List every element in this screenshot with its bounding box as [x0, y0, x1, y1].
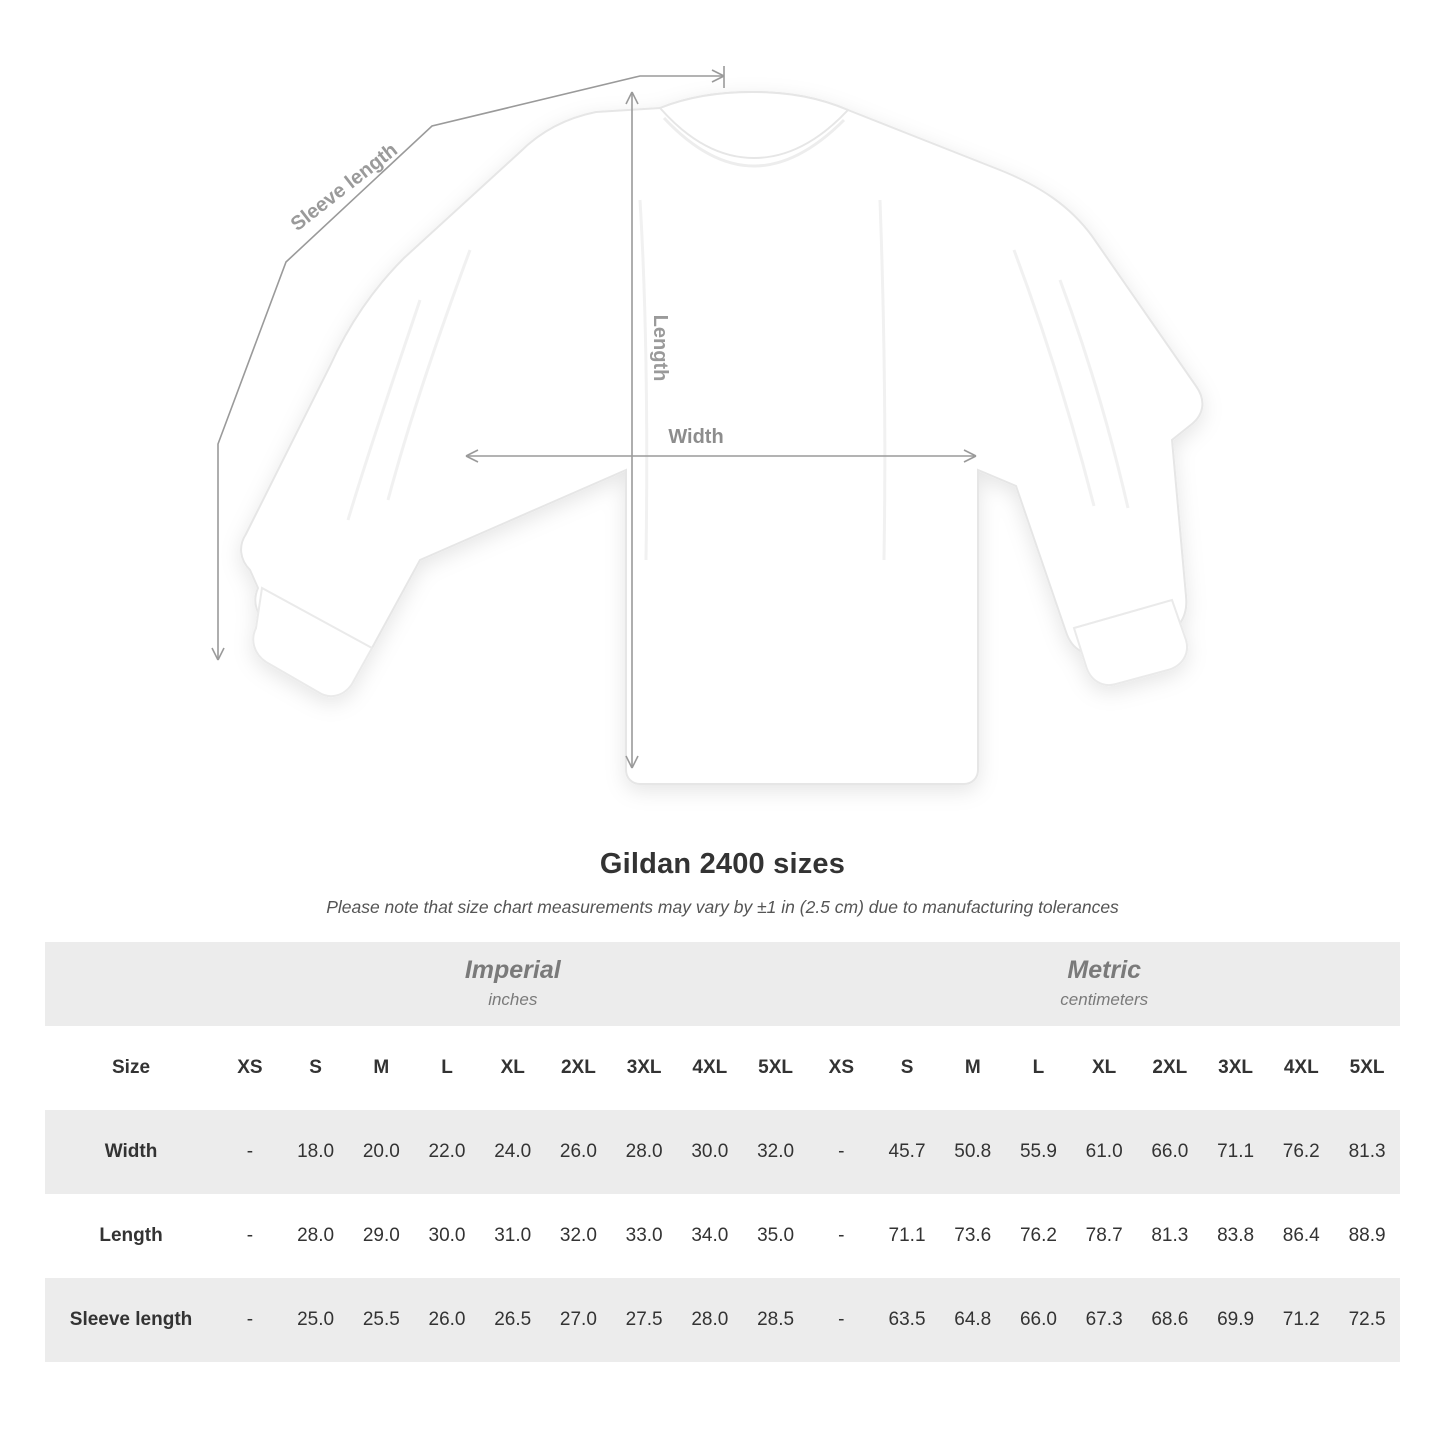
unit-spacer [45, 942, 217, 1026]
header-imp-5xl: 5XL [743, 1026, 809, 1110]
cell-sleeve-imp-3xl: 27.5 [611, 1278, 677, 1362]
header-imp-3xl: 3XL [611, 1026, 677, 1110]
unit-imperial-sub: inches [488, 990, 538, 1010]
cell-width-imp-3xl: 28.0 [611, 1110, 677, 1194]
column-header-row [45, 1026, 1400, 1110]
cell-width-met-4xl: 76.2 [1268, 1110, 1334, 1194]
cell-width-imp-xs: - [217, 1110, 283, 1194]
cell-sleeve-met-l: 66.0 [1006, 1278, 1072, 1362]
cell-sleeve-met-xl: 67.3 [1071, 1278, 1137, 1362]
cell-width-imp-s: 18.0 [283, 1110, 349, 1194]
cell-sleeve-imp-5xl: 28.5 [743, 1278, 809, 1362]
header-imp-l: L [414, 1026, 480, 1110]
cell-length-met-s: 71.1 [874, 1194, 940, 1278]
table-row [45, 1110, 1400, 1194]
row-label-width: Width [45, 1110, 217, 1194]
width-label: Width [668, 426, 724, 448]
cell-sleeve-imp-2xl: 27.0 [546, 1278, 612, 1362]
cell-length-met-l: 76.2 [1006, 1194, 1072, 1278]
cell-length-imp-5xl: 35.0 [743, 1194, 809, 1278]
title-block [0, 848, 1445, 918]
cell-width-imp-m: 20.0 [348, 1110, 414, 1194]
cell-length-met-3xl: 83.8 [1203, 1194, 1269, 1278]
chart-title: Gildan 2400 sizes [599, 848, 846, 880]
cell-length-met-xl: 78.7 [1071, 1194, 1137, 1278]
cell-sleeve-imp-l: 26.0 [414, 1278, 480, 1362]
header-met-2xl: 2XL [1137, 1026, 1203, 1110]
cell-length-imp-3xl: 33.0 [611, 1194, 677, 1278]
cell-length-imp-l: 30.0 [414, 1194, 480, 1278]
cell-length-met-m: 73.6 [940, 1194, 1006, 1278]
size-table-wrap [45, 942, 1400, 1362]
cell-sleeve-met-4xl: 71.2 [1268, 1278, 1334, 1362]
unit-imperial-title: Imperial [464, 955, 561, 984]
cell-width-met-3xl: 71.1 [1203, 1110, 1269, 1194]
cell-length-met-5xl: 88.9 [1334, 1194, 1400, 1278]
header-imp-2xl: 2XL [546, 1026, 612, 1110]
cell-sleeve-imp-4xl: 28.0 [677, 1278, 743, 1362]
header-met-xs: XS [808, 1026, 874, 1110]
header-imp-4xl: 4XL [677, 1026, 743, 1110]
cell-width-met-5xl: 81.3 [1334, 1110, 1400, 1194]
cell-length-imp-s: 28.0 [283, 1194, 349, 1278]
cell-width-imp-2xl: 26.0 [546, 1110, 612, 1194]
cell-width-imp-4xl: 30.0 [677, 1110, 743, 1194]
cell-length-met-4xl: 86.4 [1268, 1194, 1334, 1278]
cell-width-met-xs: - [808, 1110, 874, 1194]
header-met-m: M [940, 1026, 1006, 1110]
header-met-5xl: 5XL [1334, 1026, 1400, 1110]
header-met-4xl: 4XL [1268, 1026, 1334, 1110]
table-row [45, 1278, 1400, 1362]
cell-width-met-m: 50.8 [940, 1110, 1006, 1194]
header-imp-xs: XS [217, 1026, 283, 1110]
cell-width-imp-xl: 24.0 [480, 1110, 546, 1194]
cell-width-met-l: 55.9 [1006, 1110, 1072, 1194]
unit-metric-title: Metric [1067, 955, 1142, 984]
unit-header-row [45, 942, 1400, 1026]
cell-width-met-xl: 61.0 [1071, 1110, 1137, 1194]
size-table [45, 942, 1400, 1362]
header-met-3xl: 3XL [1203, 1026, 1269, 1110]
header-met-s: S [874, 1026, 940, 1110]
unit-imperial [217, 942, 808, 1026]
cell-length-met-xs: - [808, 1194, 874, 1278]
unit-metric-sub: centimeters [1060, 990, 1149, 1010]
cell-length-imp-xs: - [217, 1194, 283, 1278]
cell-width-met-2xl: 66.0 [1137, 1110, 1203, 1194]
cell-sleeve-imp-xl: 26.5 [480, 1278, 546, 1362]
cell-width-imp-5xl: 32.0 [743, 1110, 809, 1194]
chart-note: Please note that size chart measurements may vary by ±1 in (2.5 cm) due to manufacturing tolerances [326, 897, 1119, 917]
sleeve-length-label: Sleeve length [286, 138, 402, 236]
header-imp-xl: XL [480, 1026, 546, 1110]
header-imp-m: M [348, 1026, 414, 1110]
table-row [45, 1194, 1400, 1278]
cell-sleeve-met-s: 63.5 [874, 1278, 940, 1362]
cell-width-met-s: 45.7 [874, 1110, 940, 1194]
length-label: Length [649, 314, 671, 382]
header-met-l: L [1006, 1026, 1072, 1110]
cell-length-imp-4xl: 34.0 [677, 1194, 743, 1278]
unit-metric [808, 942, 1400, 1026]
row-label-sleeve-length: Sleeve length [45, 1278, 217, 1362]
cell-sleeve-met-m: 64.8 [940, 1278, 1006, 1362]
cell-width-imp-l: 22.0 [414, 1110, 480, 1194]
cell-length-imp-xl: 31.0 [480, 1194, 546, 1278]
header-imp-s: S [283, 1026, 349, 1110]
header-met-xl: XL [1071, 1026, 1137, 1110]
cell-length-imp-m: 29.0 [348, 1194, 414, 1278]
cell-sleeve-met-3xl: 69.9 [1203, 1278, 1269, 1362]
cell-sleeve-met-xs: - [808, 1278, 874, 1362]
cell-length-met-2xl: 81.3 [1137, 1194, 1203, 1278]
cell-sleeve-met-2xl: 68.6 [1137, 1278, 1203, 1362]
cell-sleeve-imp-m: 25.5 [348, 1278, 414, 1362]
cell-length-imp-2xl: 32.0 [546, 1194, 612, 1278]
cell-sleeve-met-5xl: 72.5 [1334, 1278, 1400, 1362]
row-label-length: Length [45, 1194, 217, 1278]
header-size: Size [45, 1026, 217, 1110]
cell-sleeve-imp-xs: - [217, 1278, 283, 1362]
cell-sleeve-imp-s: 25.0 [283, 1278, 349, 1362]
